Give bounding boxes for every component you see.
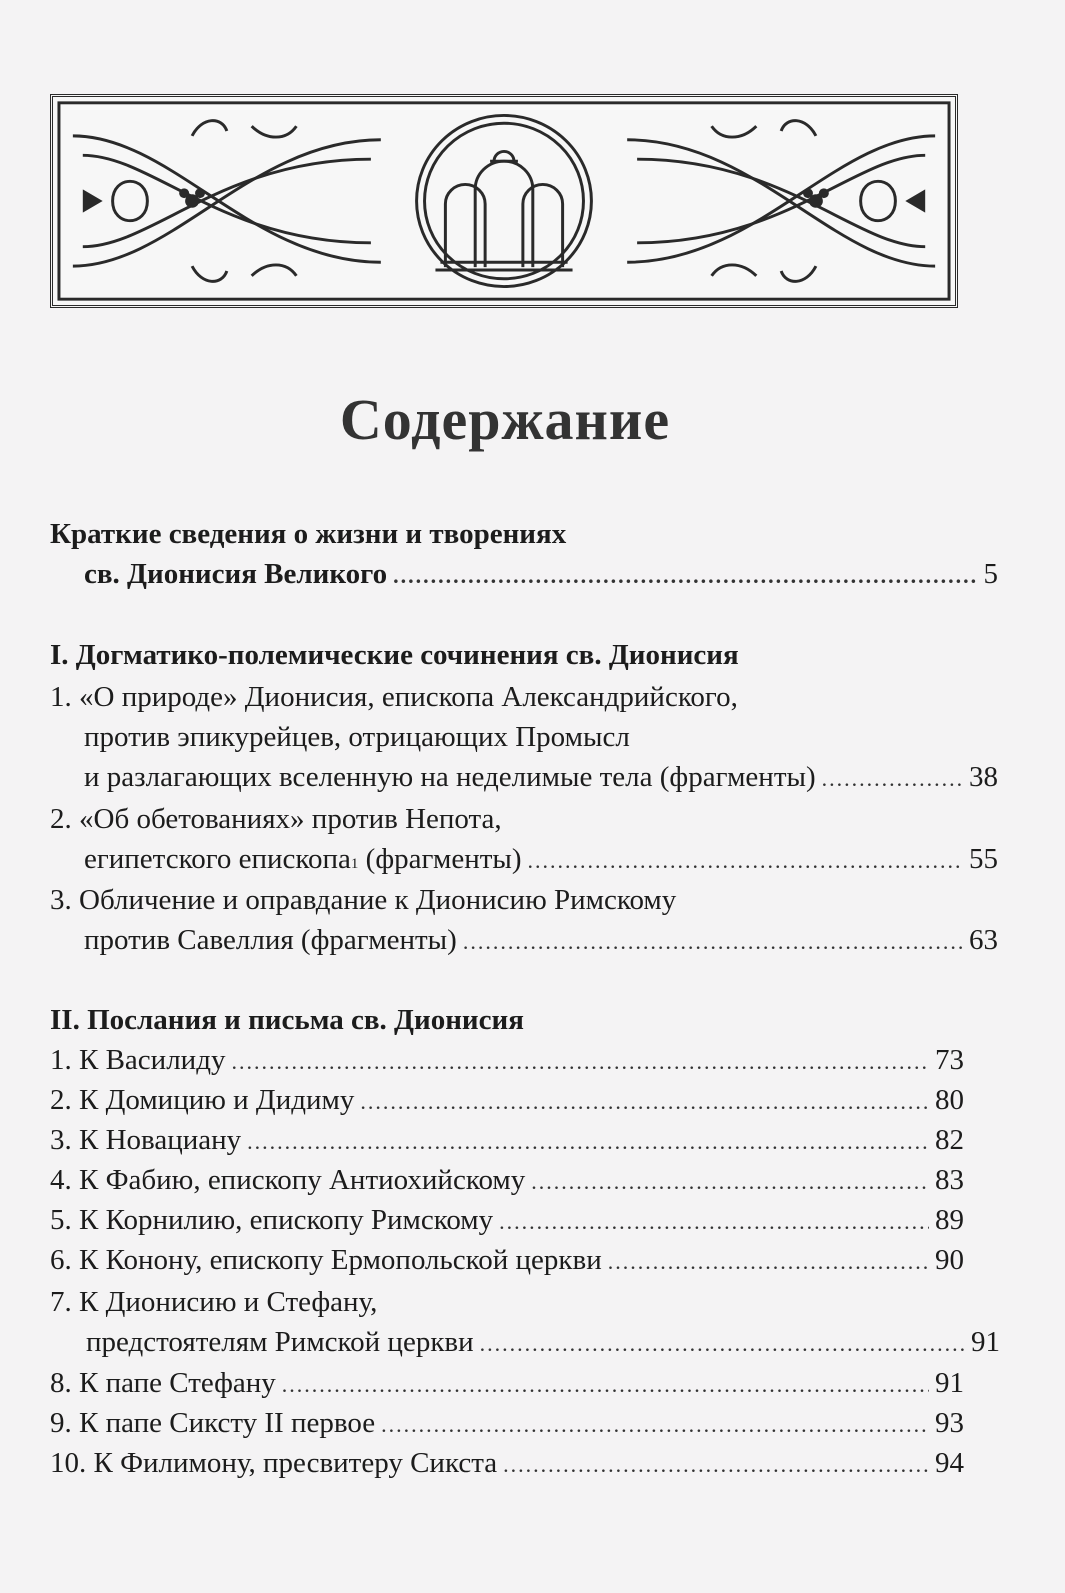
toc-page-number: 91 (935, 1367, 964, 1399)
toc-entry-text: против эпикурейцев, отрицающих Промысл (84, 721, 630, 753)
toc-entry-2-7[interactable] (50, 1282, 964, 1322)
toc-entry-2-4[interactable] (50, 1160, 964, 1200)
toc-page-number: 94 (935, 1447, 964, 1479)
toc-page-number: 91 (971, 1326, 1000, 1358)
toc-entry-number: 2. (50, 1084, 72, 1116)
toc-page-number: 63 (969, 924, 998, 956)
toc-entry-2-3[interactable] (50, 1120, 964, 1160)
toc-entry-text: К Конону, епископу Ермопольской церкви (79, 1244, 602, 1276)
toc-page-number: 80 (935, 1084, 964, 1116)
toc-page-number: 89 (935, 1204, 964, 1236)
toc-page-number: 73 (935, 1044, 964, 1076)
toc-entry-text: К Новациану (79, 1124, 242, 1156)
toc-entry-text: К Филимону, пресвитеру Сикста (93, 1447, 498, 1479)
leader-dots (531, 1162, 929, 1202)
toc-page-number: 55 (969, 843, 998, 875)
toc-entry-number: 2. (50, 803, 72, 835)
toc-page-number: 5 (983, 558, 998, 590)
toc-entry-2-1[interactable] (50, 1040, 964, 1080)
toc-entry-text: Краткие сведения о жизни и творениях (50, 518, 567, 550)
toc-entry-number: 7. (50, 1286, 72, 1318)
toc-entry-1-3[interactable] (50, 880, 964, 920)
toc-entry-text: предстоятелям Римской церкви (86, 1326, 474, 1358)
page-title: Содержание (339, 387, 671, 452)
toc-entry-text: египетского епископа (84, 843, 351, 875)
toc-page-number: 38 (969, 761, 998, 793)
leader-dots (393, 556, 977, 596)
toc-entry-2-2[interactable] (50, 1080, 964, 1120)
toc-entry-2-9[interactable] (50, 1403, 964, 1443)
toc-entry-1-2[interactable] (50, 799, 964, 839)
toc-entry-text: против Савеллия (фрагменты) (84, 924, 457, 956)
leader-dots (499, 1202, 929, 1242)
toc-entry-text-tail: (фрагменты) (358, 843, 522, 875)
toc-entry-number: 1. (50, 681, 72, 713)
toc-entry-text: «Об обетованиях» против Непота, (79, 803, 502, 835)
toc-entry-text: К папе Стефану (79, 1367, 276, 1399)
toc-entry-number: 9. (50, 1407, 72, 1439)
leader-dots (231, 1042, 929, 1082)
toc-entry-text: К Василиду (79, 1044, 226, 1076)
toc-entry-2-5[interactable] (50, 1200, 964, 1240)
toc-entry-number: 3. (50, 1124, 72, 1156)
toc-entry-text: К папе Сиксту II первое (79, 1407, 376, 1439)
leader-dots (822, 759, 963, 799)
toc-page-number: 93 (935, 1407, 964, 1439)
toc-entry-1-1-line3[interactable] (50, 757, 998, 797)
toc-entry-2-8[interactable] (50, 1363, 964, 1403)
toc-entry-intro-line1[interactable] (50, 514, 964, 554)
toc-entry-number: 4. (50, 1164, 72, 1196)
toc-entry-number: 5. (50, 1204, 72, 1236)
byzantine-ornament-icon (53, 97, 955, 305)
toc-entry-number: 6. (50, 1244, 72, 1276)
toc-entry-text: «О природе» Дионисия, епископа Александрийского, (79, 681, 738, 713)
leader-dots (381, 1405, 929, 1445)
toc-entry-1-1-line2[interactable] (50, 717, 998, 757)
toc-page-number: 83 (935, 1164, 964, 1196)
toc-entry-text: К Корнилию, епископу Римскому (79, 1204, 494, 1236)
leader-dots (608, 1242, 929, 1282)
toc-entry-text: К Дионисию и Стефану, (79, 1286, 378, 1318)
toc-entry-1-3-line2[interactable] (50, 920, 998, 960)
toc-entry-2-6[interactable] (50, 1240, 964, 1280)
section-heading-text: II. Послания и письма св. Дионисия (50, 1004, 524, 1036)
toc-entry-text: К Домицию и Дидиму (79, 1084, 355, 1116)
toc-page-number: 82 (935, 1124, 964, 1156)
leader-dots (463, 922, 963, 962)
toc-entry-1-1[interactable] (50, 677, 964, 717)
ornament-banner (50, 94, 958, 308)
toc-entry-2-7-line2[interactable] (50, 1322, 1000, 1362)
toc-entry-text: св. Дионисия Великого (84, 558, 388, 590)
toc-entry-2-10[interactable] (50, 1443, 964, 1483)
section-heading-1[interactable] (50, 635, 964, 675)
toc-entry-text: К Фабию, епископу Антиохийскому (79, 1164, 526, 1196)
section-heading-text: I. Догматико-полемические сочинения св. Дионисия (50, 639, 739, 671)
toc-entry-number: 8. (50, 1367, 72, 1399)
toc-entry-number: 10. (50, 1447, 87, 1479)
toc-entry-text: и разлагающих вселенную на неделимые тела (фрагменты) (84, 761, 816, 793)
toc-page-number: 90 (935, 1244, 964, 1276)
leader-dots (282, 1365, 929, 1405)
leader-dots (360, 1082, 929, 1122)
leader-dots (528, 841, 963, 881)
toc-entry-1-2-line2[interactable]: египетского епископа 1 (фрагменты) ..... 55 (50, 839, 998, 879)
leader-dots (503, 1445, 929, 1485)
toc-entry-number: 1. (50, 1044, 72, 1076)
toc-entry-number: 3. (50, 884, 72, 916)
toc-entry-intro-line2[interactable] (50, 554, 998, 594)
leader-dots (480, 1324, 965, 1364)
section-heading-2[interactable] (50, 1000, 964, 1040)
leader-dots (247, 1122, 929, 1162)
toc-entry-text: Обличение и оправдание к Дионисию Римскому (79, 884, 677, 916)
